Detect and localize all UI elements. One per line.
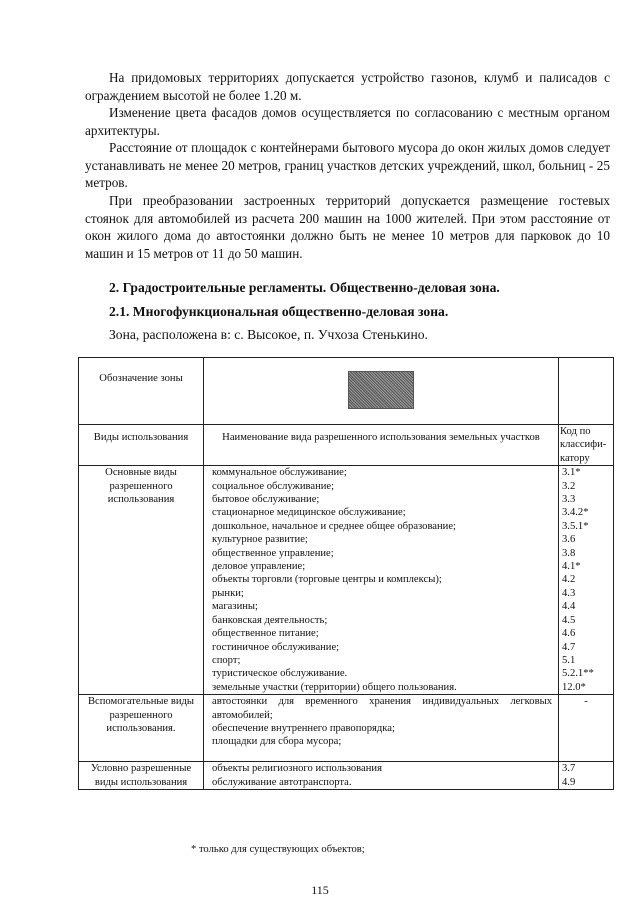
- header-code-line: катору: [560, 452, 590, 464]
- zone-swatch-cell: [204, 358, 559, 425]
- code-item: 4.4: [562, 601, 576, 613]
- code-item: 5.2.1**: [562, 668, 594, 680]
- use-item: культурное развитие;: [212, 534, 308, 546]
- use-item: спорт;: [212, 654, 241, 666]
- header-code-line: классифи-: [560, 439, 607, 451]
- code-item: 3.1*: [562, 467, 581, 479]
- row-type: Условно разрешенные виды использования: [79, 762, 204, 790]
- row-type: Вспомогательные виды разрешенного использования.: [79, 695, 204, 762]
- use-item: общественное питание;: [212, 628, 319, 640]
- table-header-row: [79, 425, 614, 466]
- use-item: бытовое обслуживание;: [212, 494, 320, 506]
- row-uses: [204, 762, 559, 790]
- header-types: Виды использования: [79, 425, 204, 466]
- code-item: 4.3: [562, 587, 576, 599]
- code-item: 12.0*: [562, 681, 586, 693]
- table-row-conditional: [79, 762, 614, 790]
- use-item: обслуживание автотранспорта.: [212, 776, 352, 788]
- zone-designation-row: [79, 358, 614, 425]
- zone-designation-label: Обозначение зоны: [79, 358, 204, 425]
- table-row-main: [79, 466, 614, 695]
- code-item: 4.9: [562, 776, 576, 788]
- header-code: [559, 425, 614, 466]
- use-item: обеспечение внутреннего правопорядка;: [212, 722, 395, 734]
- table-row-auxiliary: [79, 695, 614, 762]
- zone-location: Зона, расположена в: с. Высокое, п. Учхоза Стенькино.: [109, 327, 428, 342]
- code-item: 4.2: [562, 574, 576, 586]
- footnote: * только для существующих объектов;: [191, 844, 365, 855]
- zone-hatch-swatch: [348, 371, 414, 409]
- use-item: земельные участки (территории) общего пользования.: [212, 681, 457, 693]
- page-number: 115: [311, 883, 329, 897]
- use-item: объекты торговли (торговые центры и комплексы);: [212, 574, 442, 586]
- use-item: автостоянки для временного хранения индивидуальных легковых автомобилей;: [212, 696, 552, 721]
- subsection-heading: 2.1. Многофункциональная общественно-деловая зона.: [109, 304, 449, 319]
- code-item: 5.1: [562, 654, 576, 666]
- use-item: площадки для сбора мусора;: [212, 736, 342, 748]
- code-item: 3.2: [562, 480, 576, 492]
- paragraph-parking: При преобразовании застроенных территорий допускается размещение гостевых стоянок для автомобилей из расчета 200 машин на 1000 жителей. При этом расстояние от окон жилого дома до автостоянки должно быть не менее 10 метров для парковок до 10 машин и 15 метров от 11 до 50 машин.: [85, 193, 610, 261]
- row-type: Основные виды разрешенного использования: [79, 466, 204, 695]
- code-item: 3.6: [562, 534, 576, 546]
- row-uses: [204, 695, 559, 762]
- use-item: объекты религиозного использования: [212, 763, 382, 775]
- zone-empty-cell: [559, 358, 614, 425]
- use-item: деловое управление;: [212, 561, 306, 573]
- use-item: магазины;: [212, 601, 258, 613]
- code-item: -: [584, 696, 588, 708]
- code-item: 3.8: [562, 547, 576, 559]
- use-item: гостиничное обслуживание;: [212, 641, 340, 653]
- row-codes: [559, 466, 614, 695]
- header-code-line: Код по: [560, 426, 591, 437]
- use-item: стационарное медицинское обслуживание;: [212, 507, 406, 519]
- regulations-table: [78, 357, 614, 790]
- paragraph-garbage-distance: Расстояние от площадок с контейнерами бытового мусора до окон жилых домов следует устанавливать не менее 20 метров, границ участков детских учреждений, школ, больниц - 25 метров.: [85, 140, 610, 190]
- code-item: 4.7: [562, 641, 576, 653]
- code-item: 3.4.2*: [562, 507, 589, 519]
- code-item: 4.5: [562, 614, 576, 626]
- header-name: Наименование вида разрешенного использования земельных участков: [204, 425, 559, 466]
- section-heading: 2. Градостроительные регламенты. Общественно-деловая зона.: [109, 280, 500, 295]
- code-item: 3.5.1*: [562, 520, 589, 532]
- use-item: дошкольное, начальное и среднее общее образование;: [212, 520, 456, 532]
- use-item: общественное управление;: [212, 547, 334, 559]
- paragraph-facades: Изменение цвета фасадов домов осуществляется по согласованию с местным органом архитектуры.: [85, 105, 610, 138]
- row-codes: [559, 762, 614, 790]
- use-item: коммунальное обслуживание;: [212, 467, 347, 479]
- use-item: социальное обслуживание;: [212, 480, 335, 492]
- use-item: рынки;: [212, 587, 244, 599]
- code-item: 4.1*: [562, 561, 581, 573]
- code-item: 4.6: [562, 628, 576, 640]
- row-codes: [559, 695, 614, 762]
- paragraph-gardens: На придомовых территориях допускается устройство газонов, клумб и палисадов с ограждением высотой не более 1.20 м.: [85, 70, 610, 103]
- code-item: 3.7: [562, 763, 576, 775]
- code-item: 3.3: [562, 494, 576, 506]
- row-uses: [204, 466, 559, 695]
- use-item: туристическое обслуживание.: [212, 668, 348, 680]
- use-item: банковская деятельность;: [212, 614, 328, 626]
